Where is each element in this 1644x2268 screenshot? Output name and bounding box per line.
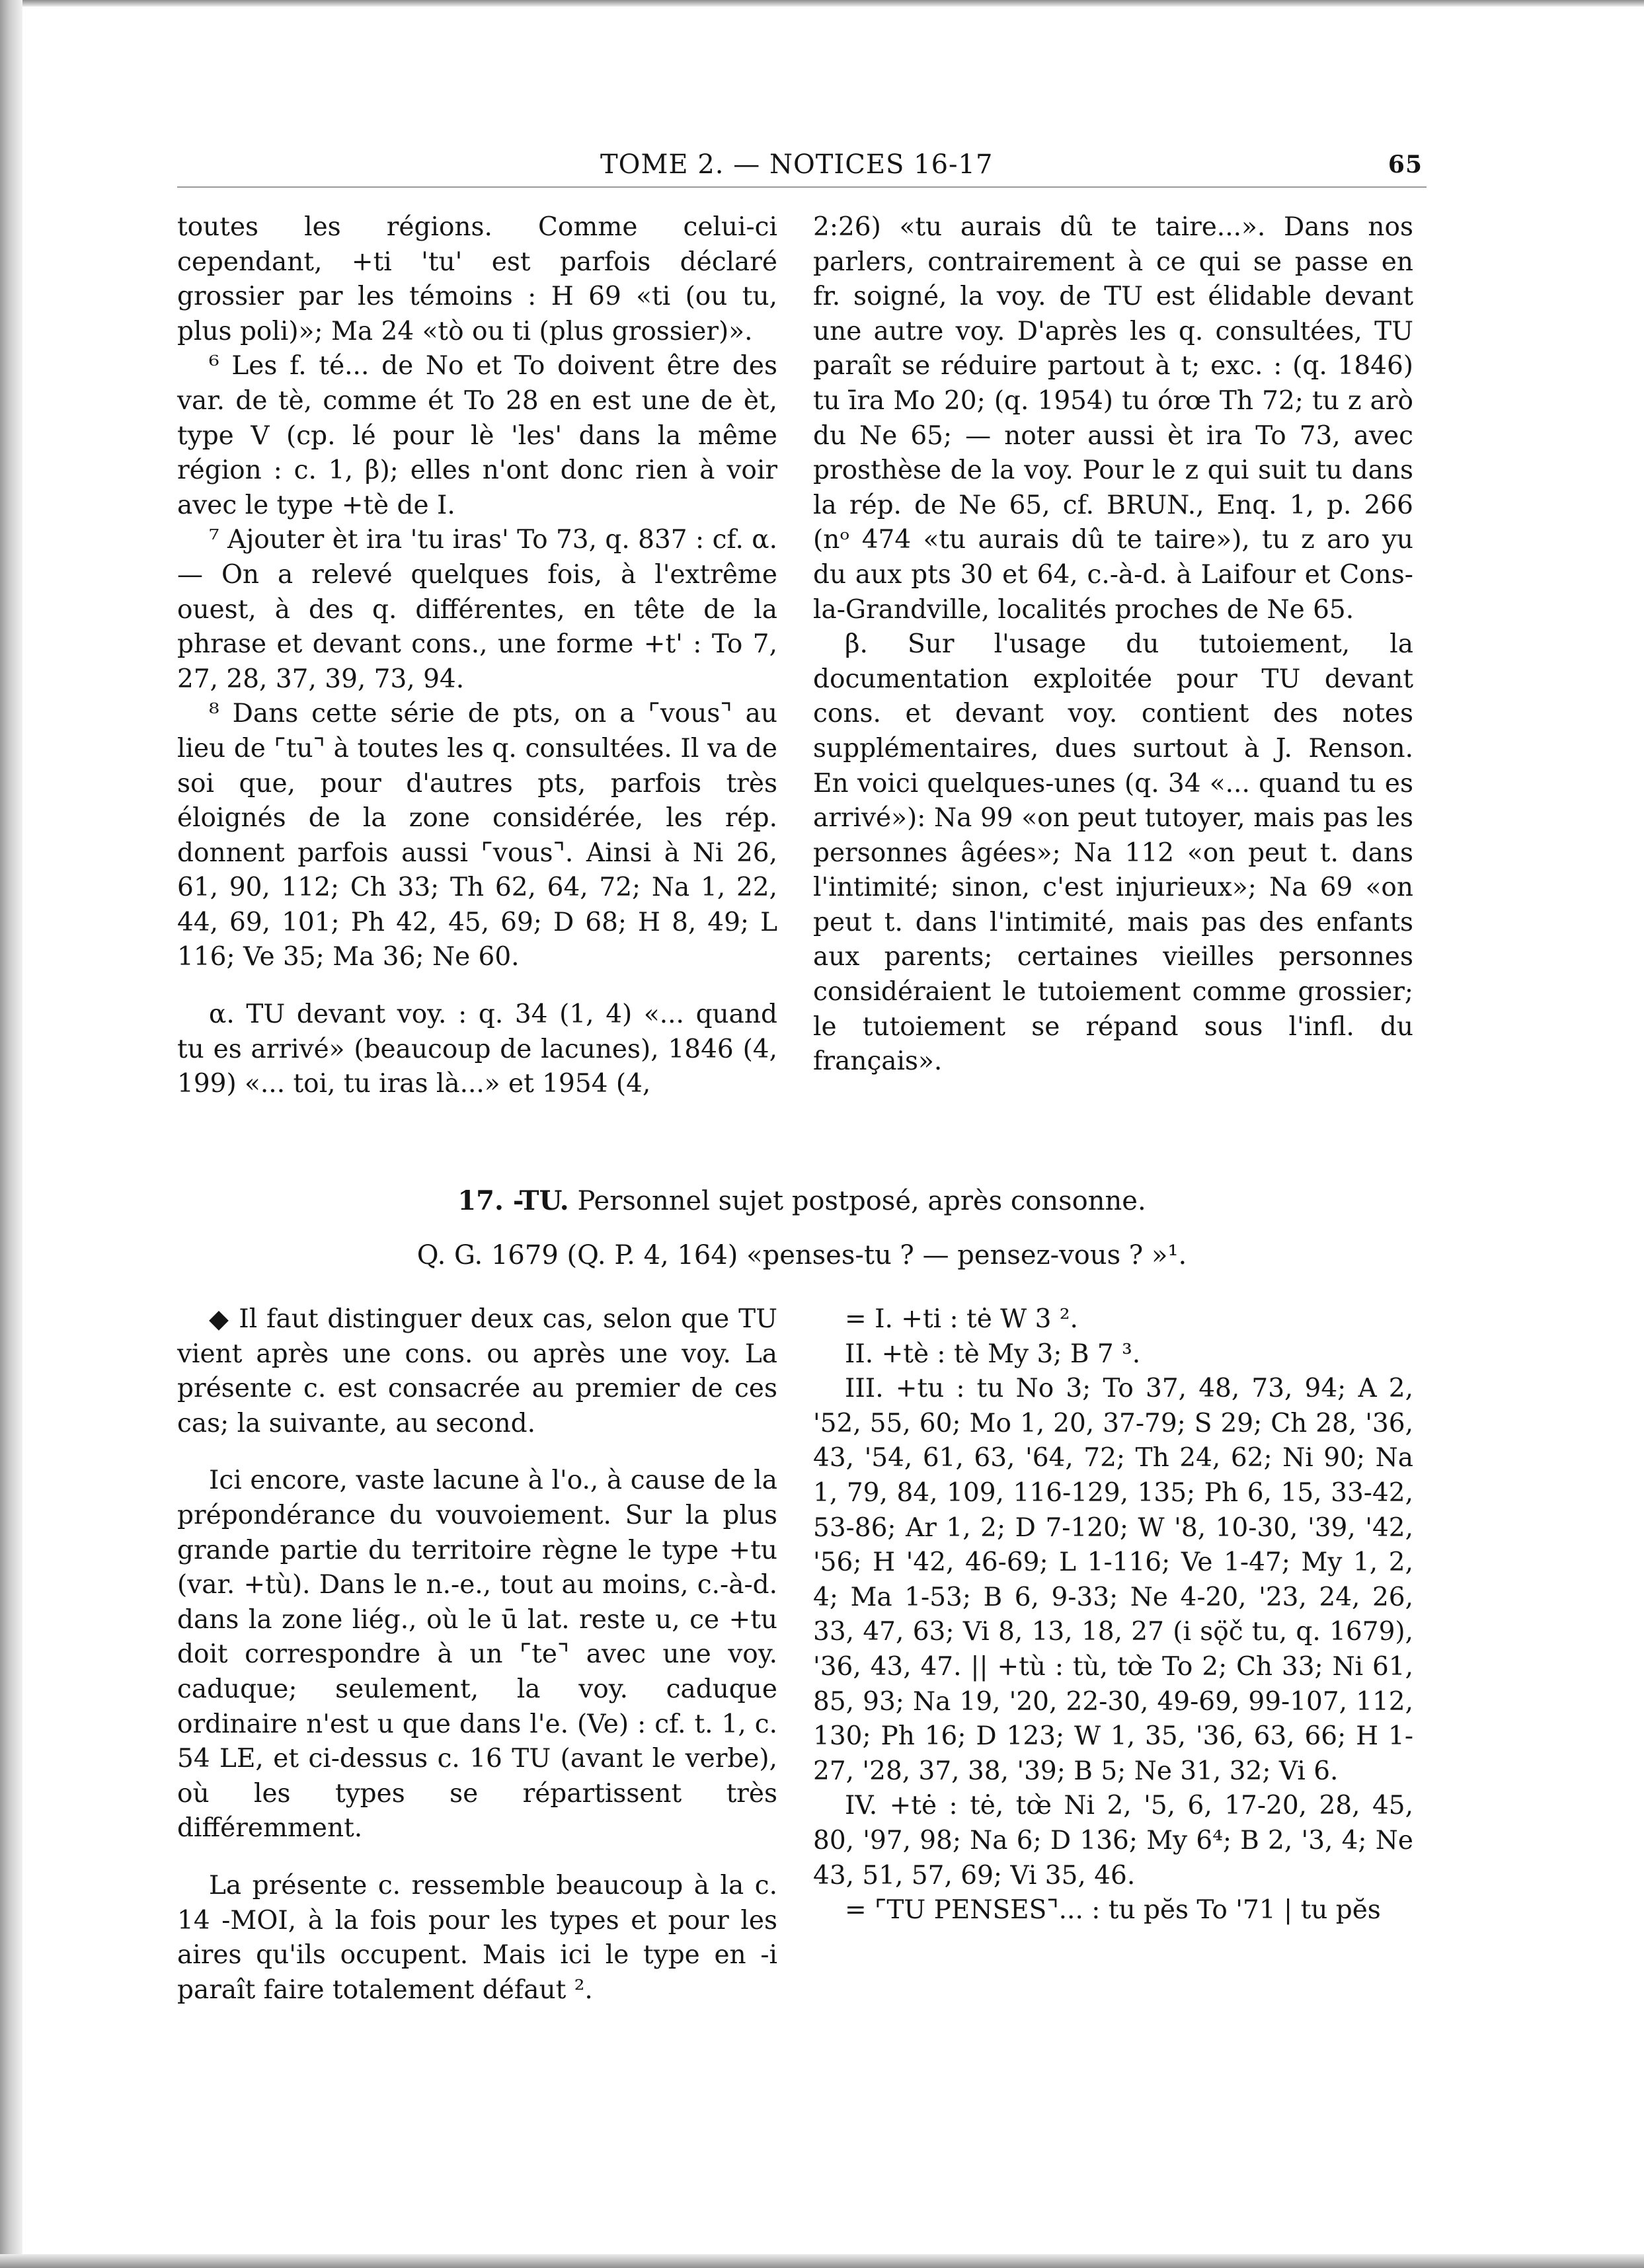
type-entry-iv: IV. +tė : tė, tœ̀ Ni 2, '5, 6, 17-20, 28, 45, 80, '97, 98; Na 6; D 136; My 6⁴; B 2, '3, 4; Ne 43, 51, 57, 69; Vi 35, 46. (813, 1791, 1413, 1891)
commentary-paragraph-3: La présente c. ressemble beaucoup à la c. 14 -MOI, à la fois pour les types et pour les aires qu'ils occupent. Mais ici le type en -i paraît faire totalement défaut ². (177, 1870, 777, 2005)
section-heading (177, 1183, 1427, 1219)
type-entry-tu-penses: = ⌜TU PENSES⌝... : tu pĕs To '71 | tu pĕs (845, 1895, 1381, 1926)
type-entry-iii: III. +tu : tu No 3; To 37, 48, 73, 94; A 2, '52, 55, 60; Mo 1, 20, 37-79; S 29; Ch 28, '36, 43, '54, 61, 63, '64, 72; Th 24, 62; Ni 90; Na 1, 79, 84, 109, 116-129, 135; Ph 6, 15, 33-42, 53-86; Ar 1, 2; D 7-120; W '8, 10-30, '39, '42, '56; H '42, 46-69; L 1-116; Ve 1-47; My 1, 2, 4; Ma 1-53; B 6, 9-33; Ne 4-20, '23, 24, 26, 33, 47, 63; Vi 8, 13, 18, 27 (i sǫ̈č tu, q. 1679), '36, 43, 47. || +tù : tù, tœ̀ To 2; Ch 33; Ni 61, 85, 93; Na 19, '20, 22-30, 49-69, 99-107, 112, 130; Ph 16; D 123; W 1, 35, '36, 63, 66; H 1-27, '28, 37, 38, '39; B 5; Ne 31, 32; Vi 6. (813, 1374, 1413, 1786)
section-question: Q. G. 1679 (Q. P. 4, 164) «penses-tu ? — pensez-vous ? »¹. (416, 1240, 1187, 1271)
commentary-paragraph-2: Ici encore, vaste lacune à l'o., à cause de la prépondérance du vouvoiement. Sur la plus grande partie du territoire règne le type +tu (var. +tù). Dans le n.-e., tout au moins, c.-à-d. dans la zone liég., où le ū lat. reste u, ce +tu doit correspondre à un ⌜te⌝ avec une voy. caduque; seulement, la voy. caduque ordinaire n'est u que dans l'e. (Ve) : cf. t. 1, c. 54 LE, et ci-dessus c. 16 TU (avant le verbe), où les types se répartissent très différemment. (177, 1466, 777, 1844)
scan-border-top (0, 0, 1644, 7)
section-number: 17. -TU. (457, 1185, 569, 1216)
footnote-7: ⁷ Ajouter èt ira 'tu iras' To 73, q. 837 : cf. α. — On a relevé quelques fois, à l'extrême ouest, à des q. différentes, en tête de la phrase et devant cons., une forme +t' : To 7, 27, 28, 37, 39, 73, 94. (177, 525, 777, 694)
commentary-paragraph-1: ◆ Il faut distinguer deux cas, selon que TU vient après une cons. ou après une voy. La présente c. est consacrée au premier de ces cas; la suivante, au second. (177, 1304, 777, 1438)
note-alpha-continuation: 2:26) «tu aurais dû te taire...». Dans nos parlers, contrairement à ce qui se passe en fr. soigné, la voy. de TU est élidable devant une autre voy. D'après les q. consultées, TU paraît se réduire partout à t; exc. : (q. 1846) tu īra Mo 20; (q. 1954) tu órœ Th 72; tu z arò du Ne 65; — noter aussi èt ira To 73, avec prosthèse de la voy. Pour le z qui suit tu dans la rép. de Ne 65, cf. BRUN., Enq. 1, p. 266 (nᵒ 474 «tu aurais dû te taire»), tu z aro yu du aux pts 30 et 64, c.-à-d. à Laifour et Cons-la-Grandville, localités proches de Ne 65. (813, 212, 1413, 625)
type-entry-i: = I. +ti : tė W 3 ². (845, 1304, 1078, 1334)
section-title: Personnel sujet postposé, après consonne. (577, 1186, 1146, 1216)
note-beta: β. Sur l'usage du tutoiement, la documentation exploitée pour TU devant cons. et devant voy. contient des notes supplémentaires, dues surtout à J. Renson. En voici quelques-unes (q. 34 «... quand tu es arrivé»): Na 99 «on peut tutoyer, mais pas les personnes âgées»; Na 112 «on peut t. dans l'intimité; sinon, c'est injurieux»; Na 69 «on peut t. dans l'intimité, mais pas des enfants aux parents; certaines vieilles personnes considéraient le tutoiement comme grossier; le tutoiement se répand sous l'infl. du français». (813, 629, 1413, 1077)
footnote-8: ⁸ Dans cette série de pts, on a ⌜vous⌝ au lieu de ⌜tu⌝ à toutes les q. consultées. Il va de soi que, pour d'autres pts, parfois très éloignés de la zone considérée, les rép. donnent parfois aussi ⌜vous⌝. Ainsi à Ni 26, 61, 90, 112; Ch 33; Th 62, 64, 72; Na 1, 22, 44, 69, 101; Ph 42, 45, 69; D 68; H 8, 49; L 116; Ve 35; Ma 36; Ne 60. (177, 699, 777, 972)
lower-right-column (813, 1302, 1413, 1928)
paragraph-continuation: toutes les régions. Comme celui-ci cependant, +ti 'tu' est parfois déclaré grossier par les témoins : H 69 «ti (ou tu, plus poli)»; Ma 24 «tò ou ti (plus grossier)». (177, 212, 777, 346)
scan-border-bottom (0, 2254, 1644, 2268)
page-number: 65 (1388, 151, 1423, 178)
running-title: TOME 2. — NOTICES 16-17 (600, 149, 994, 180)
lower-left-column (177, 1302, 777, 2008)
upper-left-column (177, 210, 777, 1102)
running-head (177, 147, 1427, 188)
type-entry-ii: II. +tè : tè My 3; B 7 ³. (845, 1339, 1141, 1369)
note-alpha: α. TU devant voy. : q. 34 (1, 4) «... quand tu es arrivé» (beaucoup de lacunes), 1846 (4, 199) «... toi, tu iras là...» et 1954 (4, (177, 999, 777, 1099)
upper-right-column (813, 210, 1413, 1079)
scan-border-left (0, 0, 22, 2268)
footnote-6: ⁶ Les f. té... de No et To doivent être des var. de tè, comme ét To 28 en est une de èt, type V (cp. lé pour lè 'les' dans la même région : c. 1, β); elles n'ont donc rien à voir avec le type +tè de I. (177, 351, 777, 520)
